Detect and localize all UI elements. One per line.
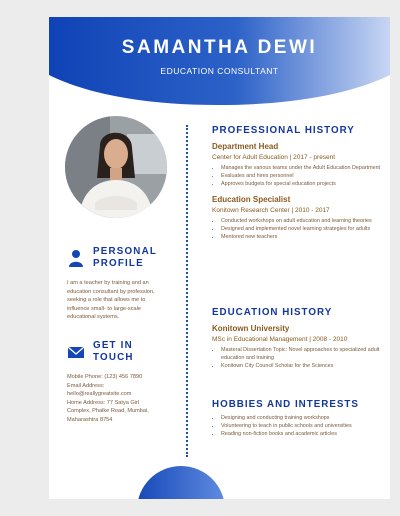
- contact-address-line2: Complex, Phalke Road, Mumbai,: [67, 408, 149, 415]
- job-1-org: Center for Adult Education | 2017 - present: [212, 154, 336, 161]
- hobbies-bullets: [212, 415, 384, 438]
- hobbies-heading: HOBBIES AND INTERESTS: [212, 399, 359, 410]
- contact-heading-line1: GET IN: [93, 340, 133, 351]
- list-item: • Konitown City Council Scholar for the Sciences: [221, 363, 384, 371]
- column-divider: [186, 125, 188, 457]
- education-history-section: [212, 307, 384, 370]
- education-degree: MSc in Educational Management | 2008 - 2010: [212, 336, 348, 343]
- education-school: Konitown University: [212, 324, 290, 333]
- job-1-role: Department Head: [212, 142, 279, 151]
- header-wave-shape: [49, 17, 390, 109]
- contact-email: hello@reallygreatsite.com: [67, 391, 132, 398]
- contact-heading-line2: TOUCH: [93, 352, 134, 363]
- profile-photo: [65, 116, 167, 218]
- candidate-title: EDUCATION CONSULTANT: [160, 66, 279, 76]
- list-item: • Manages the various teams under the Adult Education Department: [221, 165, 384, 173]
- list-item: • Mentored new teachers: [221, 234, 384, 242]
- list-item: • Masteral Dissertation Topic: Novel approaches to specialized adult education and training: [221, 347, 384, 363]
- professional-history-heading: PROFESSIONAL HISTORY: [212, 125, 355, 136]
- contact-email-label: Email Address:: [67, 382, 105, 389]
- contact-phone: Mobile Phone: (123) 456 7890: [67, 374, 143, 380]
- job-2-org: Konitown Research Center | 2010 - 2017: [212, 207, 330, 215]
- list-item: • Conducted workshops on adult education and learning theories: [221, 218, 384, 226]
- contact-section: [67, 340, 167, 425]
- education-history-heading: EDUCATION HISTORY: [212, 307, 333, 318]
- education-bullets: [212, 347, 384, 370]
- profile-heading-line1: PERSONAL: [93, 246, 158, 257]
- personal-profile-section: [67, 246, 167, 322]
- hobbies-section: [212, 399, 384, 438]
- list-item: • Volunteering to teach in public schools and universities: [221, 423, 384, 431]
- bottom-decorative-circle: [137, 466, 225, 499]
- job-2-role: Education Specialist: [212, 195, 291, 205]
- candidate-name: SAMANTHA DEWI: [121, 37, 318, 58]
- list-item: • Designing and conducting training workshops: [221, 415, 384, 423]
- person-icon: [67, 249, 85, 267]
- list-item: • Approves budgets for special education projects: [221, 181, 384, 189]
- job-2-bullets: [212, 218, 384, 241]
- list-item: • Evaluates and hires personnel: [221, 173, 384, 181]
- header-banner: [49, 17, 390, 109]
- resume-page: [49, 17, 390, 499]
- envelope-icon: [67, 343, 85, 361]
- profile-text: I am a teacher by training and an education consultant by profession, seeking a role that allows me to influence small- to large-scale educational systems.: [67, 280, 155, 321]
- contact-address-line1: Home Address: 77 Satya Girl: [67, 399, 140, 406]
- contact-details: [67, 373, 167, 425]
- list-item: • Designed and implemented novel learning strategies for adults: [221, 226, 384, 234]
- job-1-bullets: [212, 165, 384, 188]
- profile-heading-line2: PROFILE: [93, 258, 144, 269]
- contact-address-line3: Maharashtra 8754: [67, 416, 113, 423]
- professional-history-section: [212, 125, 384, 242]
- list-item: • Reading non-fiction books and academic articles: [221, 431, 384, 439]
